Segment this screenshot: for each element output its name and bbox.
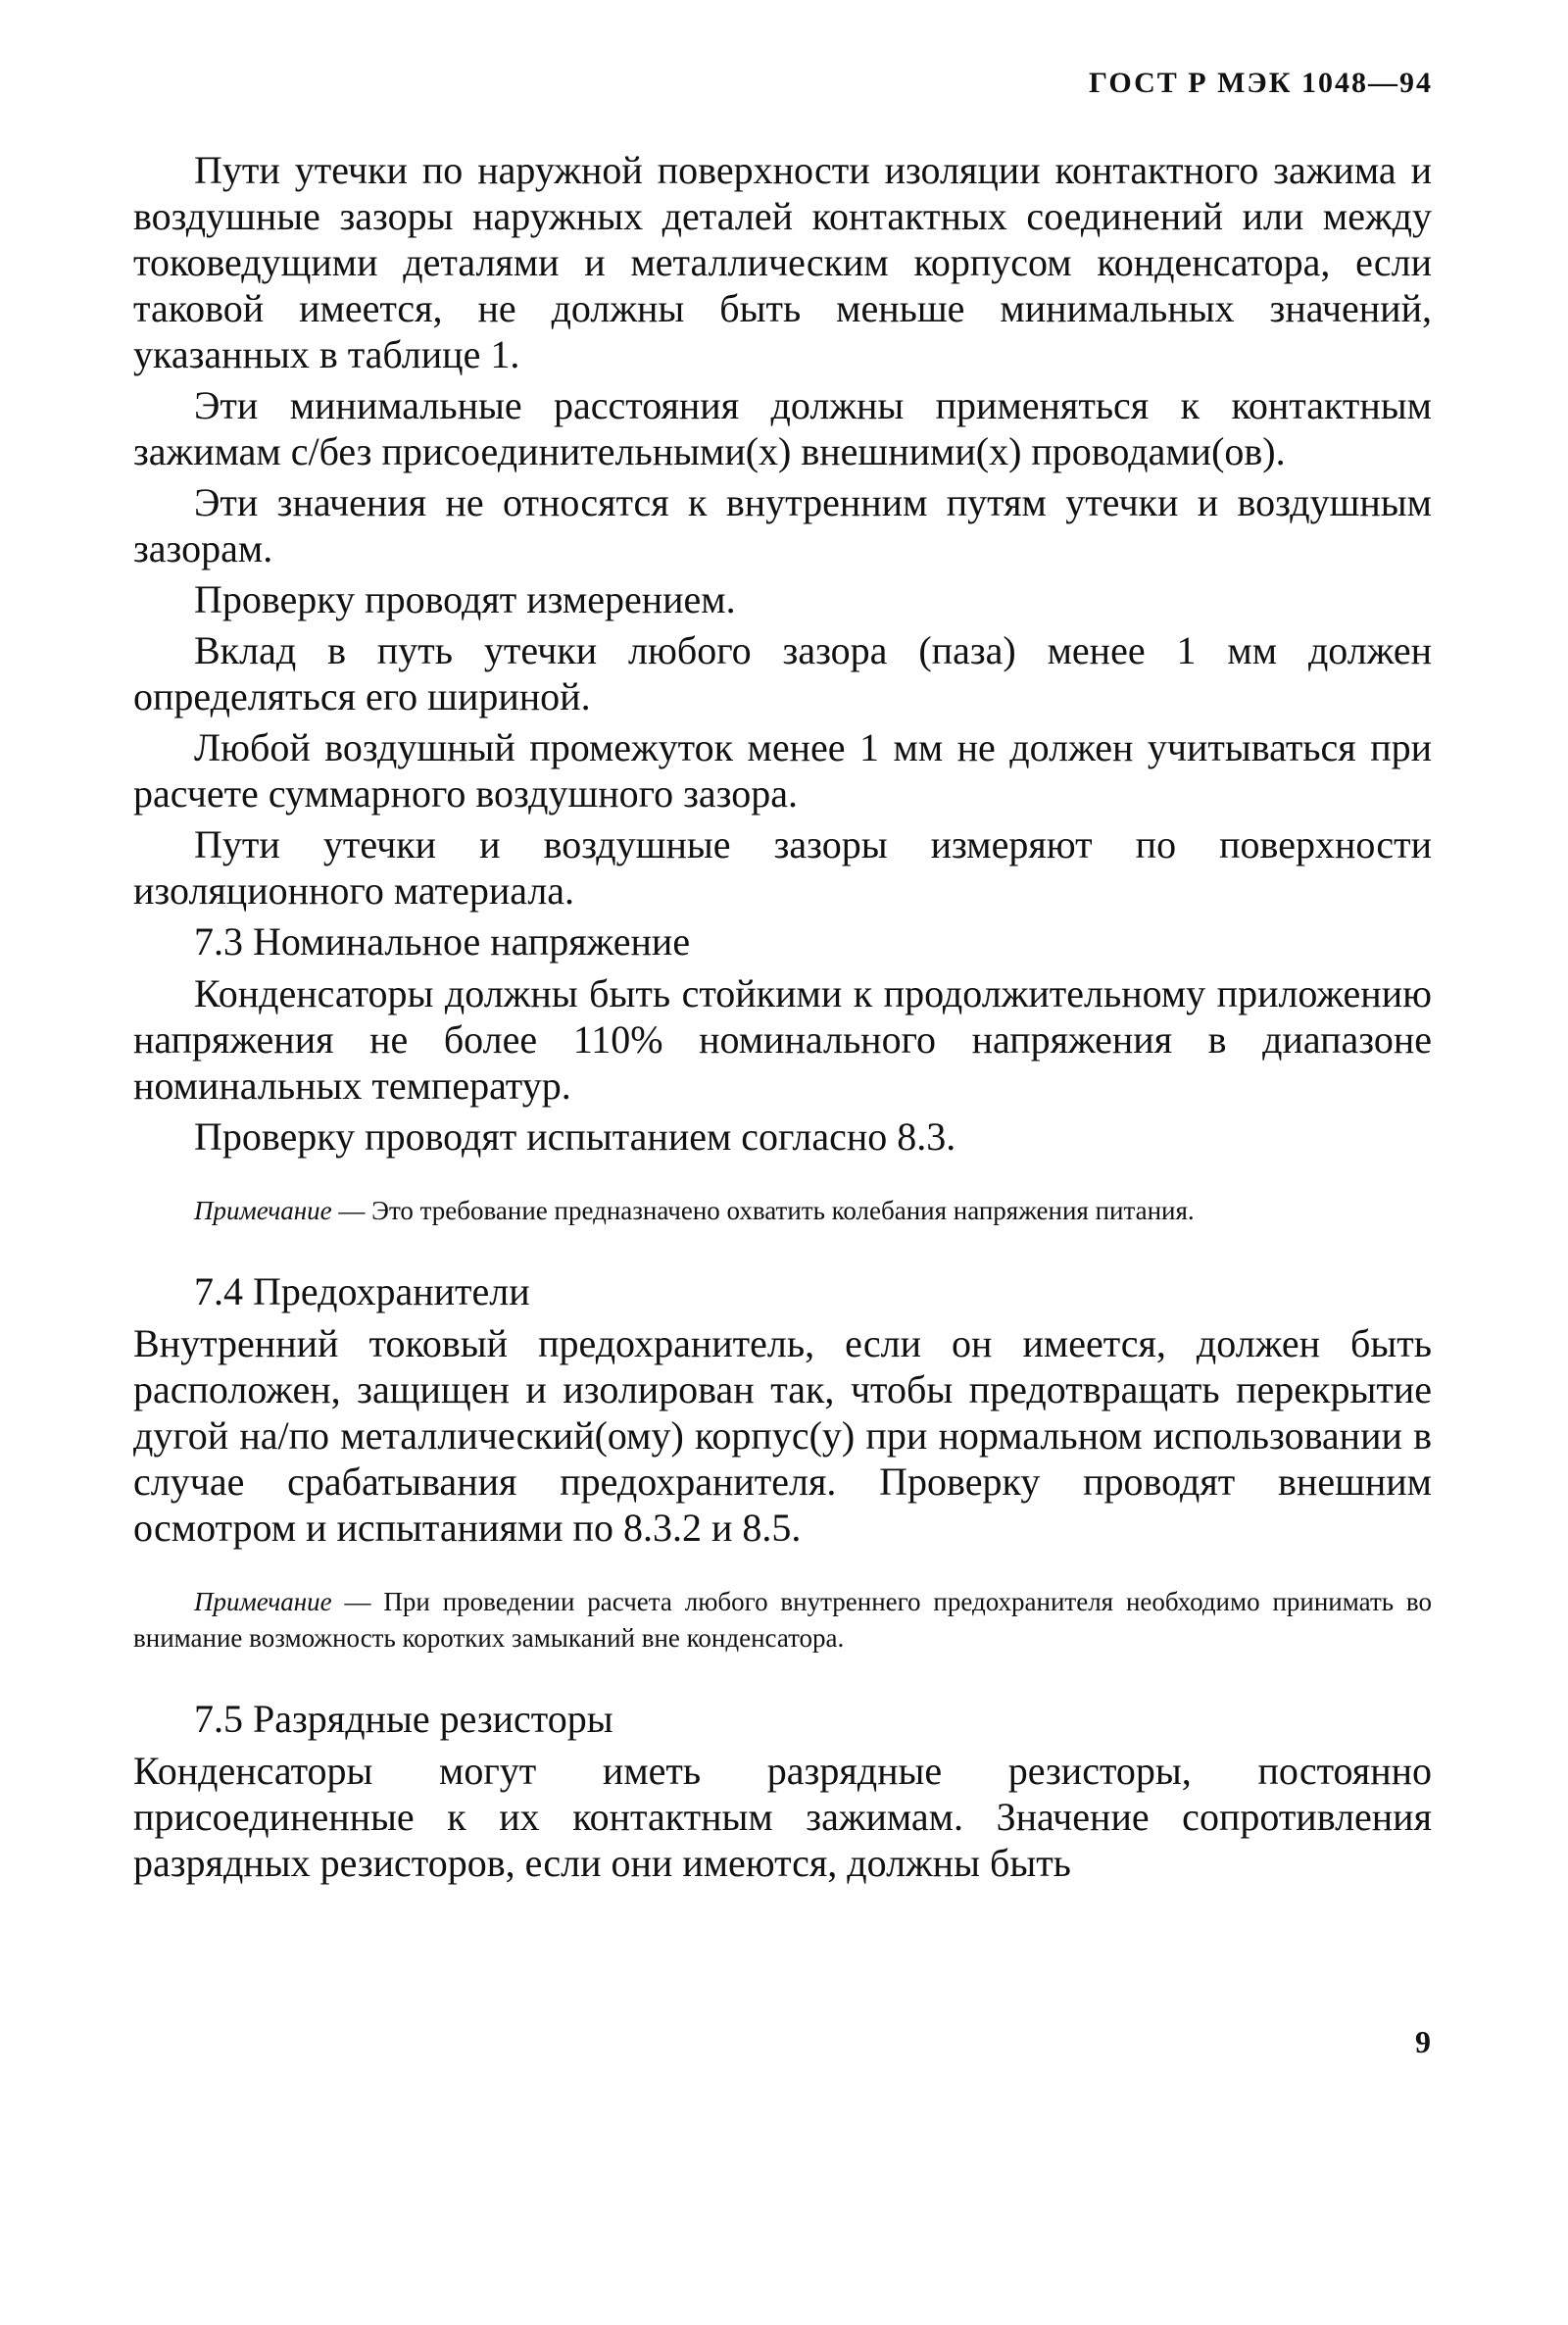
paragraph-internal-paths: Эти значения не относятся к внутренним путям утечки и воздушным зазорам. [133,480,1432,570]
note-label: Примечание [194,1196,332,1225]
paragraph-groove-width: Вклад в путь утечки любого зазора (паза) менее 1 мм должен определяться его шириной. [133,628,1432,718]
paragraph-measurement-surface: Пути утечки и воздушные зазоры измеряют по поверхности изоляционного материала. [133,822,1432,913]
note-label: Примечание [194,1587,332,1616]
paragraph-check-measurement: Проверку проводят измерением. [194,577,736,621]
note-7-3 [133,1193,1432,1229]
paragraph-rated-voltage-check: Проверку проводят испытанием согласно 8.3. [194,1114,956,1159]
paragraph-discharge-resistors: Конденсаторы могут иметь разрядные резисторы, постоянно присоединенные к их контактным зажимам. Значение сопротивления разрядных резисторов, если они имеются, должны быть [133,1749,1432,1885]
section-title-7-5: 7.5 Разрядные резисторы [194,1697,613,1741]
paragraph-air-gap: Любой воздушный промежуток менее 1 мм не должен учитываться при расчете суммарного воздушного зазора. [133,725,1432,816]
note-7-4 [133,1584,1432,1657]
section-title-7-4: 7.4 Предохранители [194,1269,530,1313]
page-number: 9 [1415,2024,1431,2059]
paragraph-minimum-distances: Эти минимальные расстояния должны применяться к контактным зажимам с/без присоединительными(х) внешними(х) проводами(ов). [133,383,1432,473]
paragraph-creepage: Пути утечки по наружной поверхности изоляции контактного зажима и воздушные зазоры наружных деталей контактных соединений или между токоведущими деталями и металлическим корпусом конденсатора, если таковой имеется, не должны быть меньше минимальных значений, указанных в таблице 1. [133,148,1432,376]
paragraph-fuses: Внутренний токовый предохранитель, если он имеется, должен быть расположен, защищен и изолирован так, чтобы предотвращать перекрытие дугой на/по металлический(ому) корпус(у) при нормальном использовании в случае срабатывания предохранителя. Проверку проводят внешним осмотром и испытаниями по 8.3.2 и 8.5. [133,1321,1432,1550]
standard-header: ГОСТ Р МЭК 1048—94 [1089,67,1433,99]
section-title-7-3: 7.3 Номинальное напряжение [194,919,691,964]
document-body [133,147,1432,1891]
note-text: — Это требование предназначено охватить колебания напряжения питания. [331,1196,1195,1225]
note-text: — При проведении расчета любого внутреннего предохранителя необходимо принимать во внимание возможность коротких замыканий вне конденсатора. [133,1587,1432,1653]
paragraph-rated-voltage: Конденсаторы должны быть стойкими к продолжительному приложению напряжения не более 110% номинального напряжения в диапазоне номинальных температур. [133,971,1432,1108]
